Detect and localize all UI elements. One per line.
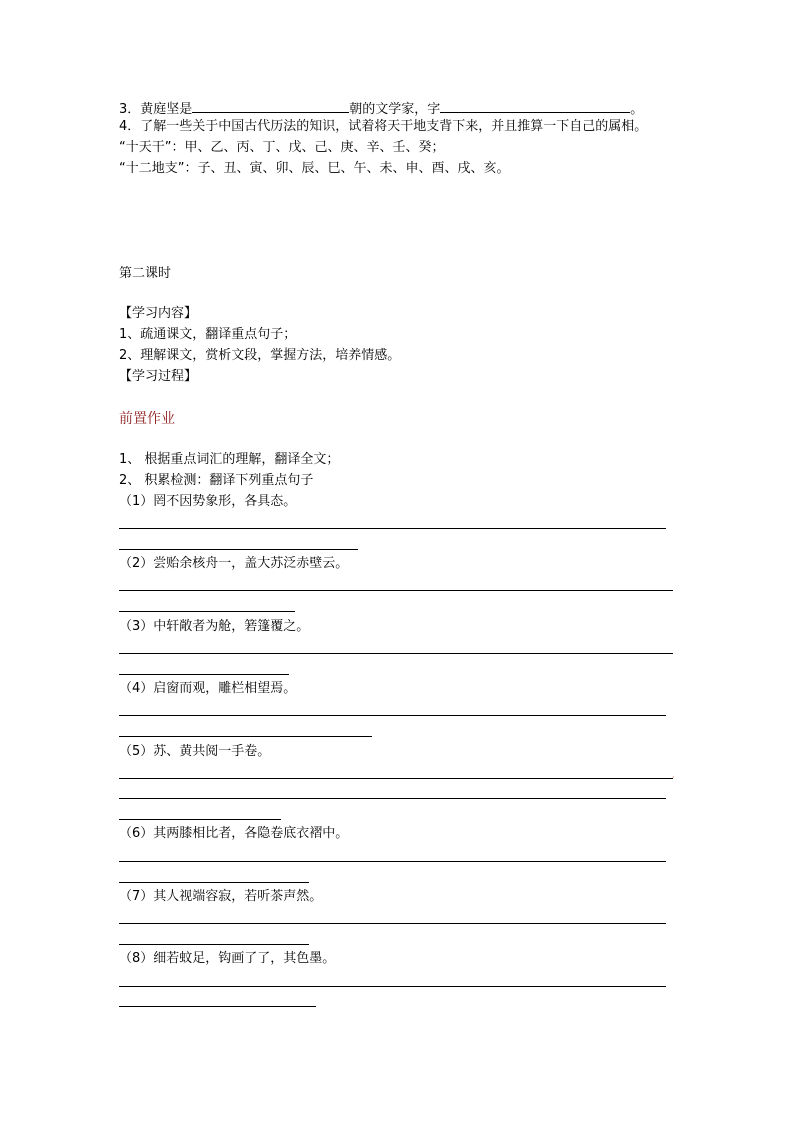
content-item-2: 2、理解课文，赏析文段，掌握方法，培养情感。 — [119, 348, 401, 363]
answer-line[interactable] — [119, 653, 673, 654]
sentence-3: （3）中轩敞者为舱，箬篷覆之。 — [119, 619, 310, 634]
sentence-8: （8）细若蚊足，钩画了了，其色墨。 — [119, 951, 336, 966]
answer-line[interactable] — [119, 611, 295, 612]
answer-line[interactable] — [119, 590, 673, 591]
sentence-6: （6）其两膝相比者，各隐卷底衣褶中。 — [119, 826, 349, 841]
task-2: 2、 积累检测：翻译下列重点句子 — [119, 473, 314, 488]
answer-line[interactable] — [119, 882, 309, 883]
courtesy-name-blank[interactable] — [440, 99, 630, 113]
answer-line[interactable] — [119, 778, 673, 779]
answer-line[interactable] — [119, 674, 289, 675]
sentence-2: （2）尝贻余核舟一，盖大苏泛赤壁云。 — [119, 556, 349, 571]
question-4: 4．了解一些关于中国古代历法的知识，试着将天干地支背下来，并且推算一下自己的属相。 — [119, 119, 648, 134]
question-3-suffix: 。 — [630, 102, 644, 117]
answer-line[interactable] — [119, 944, 309, 945]
answer-line[interactable] — [119, 819, 281, 820]
stray-mark: · — [672, 773, 675, 782]
answer-line[interactable] — [119, 1006, 316, 1007]
answer-line[interactable] — [119, 715, 666, 716]
process-heading: 【学习过程】 — [119, 369, 198, 384]
dynasty-blank[interactable] — [192, 99, 349, 113]
sentence-5: （5）苏、黄共阅一手卷。 — [119, 744, 271, 759]
answer-line[interactable] — [119, 798, 666, 799]
question-3-middle: 朝的文学家，字 — [349, 102, 441, 117]
tiangan-line: “十天干”：甲、乙、丙、丁、戊、己、庚、辛、壬、癸； — [119, 140, 445, 155]
sentence-1: （1）罔不因势象形，各具态。 — [119, 494, 297, 509]
answer-line[interactable] — [119, 736, 372, 737]
task-1: 1、 根据重点词汇的理解，翻译全文； — [119, 452, 340, 467]
lesson-title: 第二课时 — [119, 266, 172, 281]
sentence-7: （7）其人视端容寂，若听茶声然。 — [119, 889, 323, 904]
answer-line[interactable] — [119, 923, 666, 924]
answer-line[interactable] — [119, 986, 666, 987]
content-heading: 【学习内容】 — [119, 306, 198, 321]
question-3-prefix: 3．黄庭坚是 — [119, 102, 193, 117]
preview-heading: 前置作业 — [119, 411, 175, 427]
sentence-4: （4）启窗而观，雕栏相望焉。 — [119, 681, 297, 696]
answer-line[interactable] — [119, 549, 358, 550]
dizhi-line: “十二地支”：子、丑、寅、卯、辰、巳、午、未、申、酉、戌、亥。 — [119, 161, 510, 176]
content-item-1: 1、疏通课文，翻译重点句子； — [119, 327, 297, 342]
question-3 — [119, 99, 643, 118]
answer-line[interactable] — [119, 861, 666, 862]
answer-line[interactable] — [119, 528, 666, 529]
